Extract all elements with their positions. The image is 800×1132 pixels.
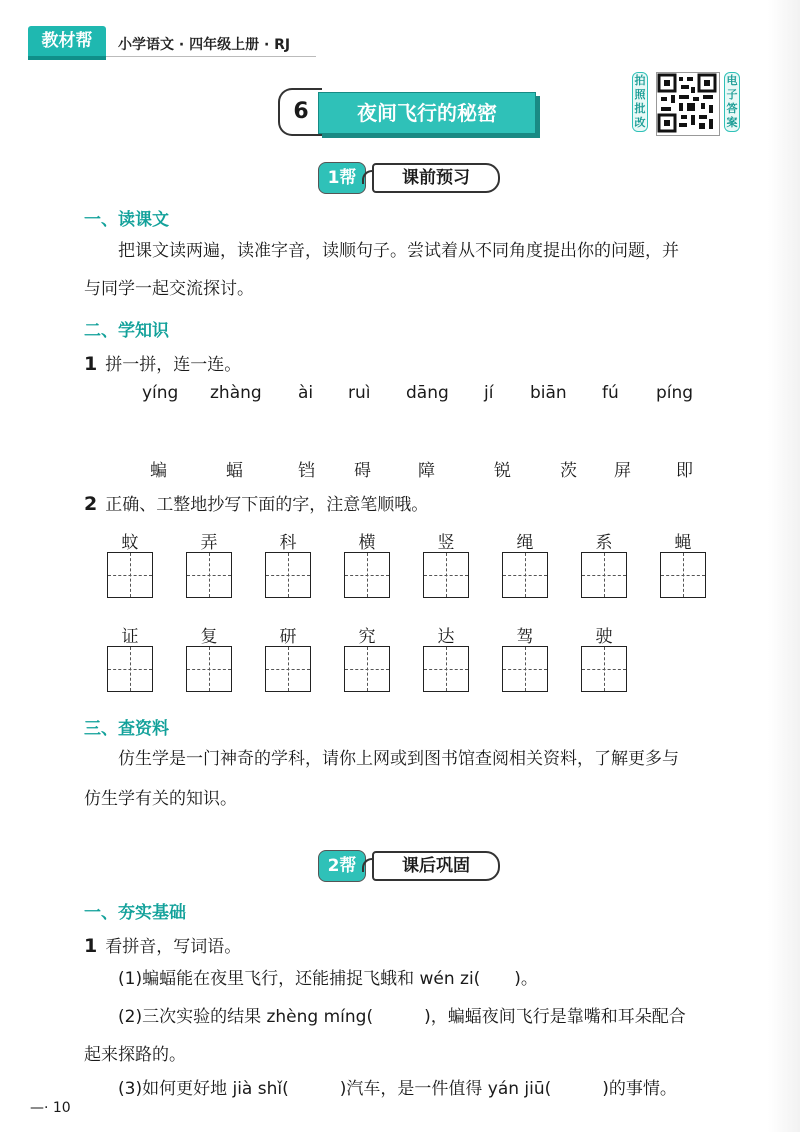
grid-char: 蝇 [674,533,692,553]
grid-char: 复 [200,627,218,647]
writing-grid[interactable] [344,646,390,692]
s2-q1-title: 看拼音，写词语。 [105,937,242,957]
brand-tab: 教材帮 [28,26,106,56]
q1-title: 拼一拼，连一连。 [105,355,242,375]
research-text-line2: 仿生学有关的知识。 [84,789,237,809]
hanzi-item: 屏 [614,461,631,481]
qr-right-label: 电子答案 [724,72,740,132]
grid-char: 驾 [516,627,534,647]
hanzi-item: 障 [418,461,435,481]
hanzi-item: 茨 [560,461,577,481]
grid-char: 究 [358,627,376,647]
qr-block[interactable] [632,70,744,136]
qr-code-icon[interactable] [656,72,720,136]
writing-grid[interactable] [502,552,548,598]
writing-grid[interactable] [265,646,311,692]
writing-grid[interactable] [344,552,390,598]
research-heading: 三、查资料 [84,719,169,739]
s2-q1-title-row [84,932,241,957]
writing-grid[interactable] [423,552,469,598]
pinyin-item: biān [530,383,567,403]
hanzi-item: 碍 [354,461,371,481]
writing-grid[interactable] [423,646,469,692]
qr-left-label: 拍照批改 [632,72,648,132]
pinyin-item: fú [602,383,619,403]
writing-grid[interactable] [186,646,232,692]
section1-badge [318,162,498,194]
hanzi-item: 蝙 [150,461,167,481]
header-divider [106,56,316,57]
pinyin-item: ài [298,383,314,403]
pinyin-item: jí [484,383,494,403]
pinyin-item: dāng [406,383,449,403]
book-info: 小学语文 · 四年级上册 · RJ [118,37,291,53]
q2-title-row [84,490,428,515]
pinyin-item: ruì [348,383,371,403]
grid-char: 达 [437,627,455,647]
section2-badge [318,850,498,882]
read-text-line1: 把课文读两遍，读准字音，读顺句子。尝试着从不同角度提出你的问题，并 [118,241,679,261]
section1-badge-num: 1帮 [318,162,366,194]
hanzi-item: 铛 [298,461,315,481]
q1-title-row [84,350,241,375]
read-text-line2: 与同学一起交流探讨。 [84,279,254,299]
grid-char: 绳 [516,533,534,553]
hanzi-item: 锐 [494,461,511,481]
writing-grid[interactable] [581,646,627,692]
foundation-heading: 一、夯实基础 [84,903,186,923]
s2-q1-number: 1 [84,935,98,957]
grid-char: 竖 [437,533,455,553]
learn-heading: 二、学知识 [84,321,169,341]
writing-grid[interactable] [107,646,153,692]
read-heading: 一、读课文 [84,210,169,230]
q1-number: 1 [84,353,98,375]
writing-grid[interactable] [581,552,627,598]
writing-grid[interactable] [502,646,548,692]
hanzi-item: 蝠 [226,461,243,481]
writing-grid[interactable] [107,552,153,598]
grid-char: 弄 [200,533,218,553]
grid-char: 研 [279,627,297,647]
grid-char: 蚊 [121,533,139,553]
writing-grid[interactable] [186,552,232,598]
exercise-item-2-line2: 起来探路的。 [84,1045,186,1065]
exercise-item-2-line1: (2)三次实验的结果 zhèng míng( )，蝙蝠夜间飞行是靠嘴和耳朵配合 [118,1007,686,1027]
page-gutter-shadow [768,0,800,1132]
grid-char: 系 [595,533,613,553]
pinyin-item: píng [656,383,694,403]
pinyin-item: zhàng [210,383,262,403]
exercise-item-3: (3)如何更好地 jià shǐ( )汽车，是一件值得 yán jiū( )的事情。 [118,1079,677,1099]
writing-grid[interactable] [265,552,311,598]
grid-char: 证 [121,627,139,647]
q2-title: 正确、工整地抄写下面的字，注意笔顺哦。 [105,495,429,515]
exercise-item-1: (1)蝙蝠能在夜里飞行，还能捕捉飞蛾和 wén zi( )。 [118,969,538,989]
grid-char: 横 [358,533,376,553]
lesson-title: 夜间飞行的秘密 [318,92,536,134]
section2-badge-num: 2帮 [318,850,366,882]
lesson-number: 6 [278,88,322,136]
q2-number: 2 [84,493,98,515]
pinyin-item: yíng [142,383,179,403]
research-text-line1: 仿生学是一门神奇的学科，请你上网或到图书馆查阅相关资料，了解更多与 [118,749,679,769]
section1-badge-label: 课前预习 [372,163,500,193]
grid-char: 驶 [595,627,613,647]
section2-badge-label: 课后巩固 [372,851,500,881]
page-number: —· 10 [30,1100,71,1116]
grid-char: 科 [279,533,297,553]
hanzi-item: 即 [676,461,693,481]
writing-grid[interactable] [660,552,706,598]
